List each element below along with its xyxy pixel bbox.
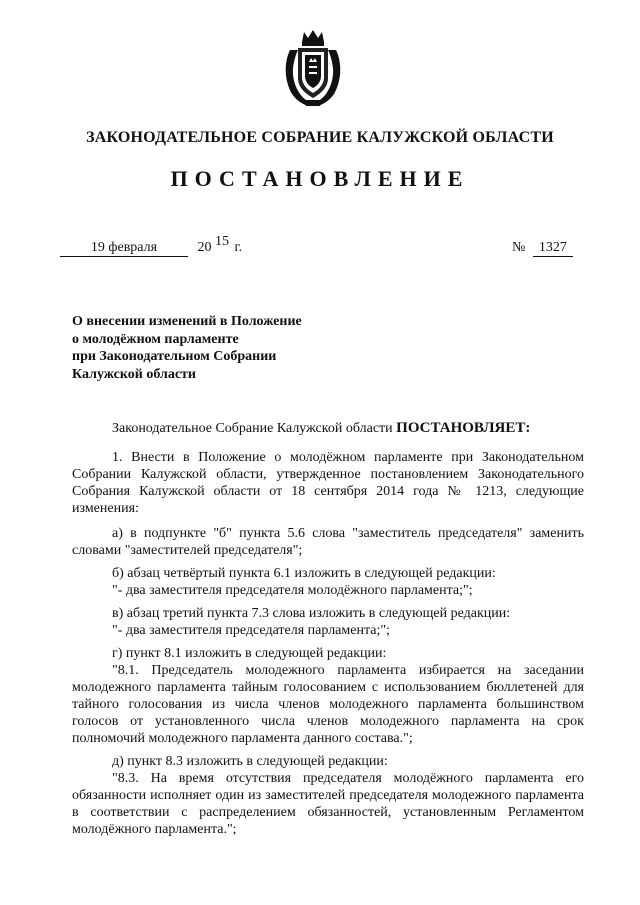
body-paragraph: д) пункт 8.3 изложить в следующей редакции: <box>112 754 388 769</box>
date-day-month: 19 февраля <box>60 240 188 257</box>
document-number <box>512 240 573 257</box>
document-date <box>60 234 243 257</box>
document-subject <box>72 313 372 383</box>
decree-statement <box>112 420 530 437</box>
body-paragraph: "8.1. Председатель молодежного парламента избирается на заседании молодежного парламента тайным голосованием с использованием бюллетеней для тайного голосования из числа членов молодежного парламента большинством голосов от установленного числа членов молодежного парламента на срок полномочий молодежного парламента данного состава."; <box>72 663 584 746</box>
date-year-prefix: 20 <box>197 240 212 255</box>
body-paragraph: г) пункт 8.1 изложить в следующей редакции: <box>112 646 387 661</box>
document-body <box>72 449 584 838</box>
decree-verb: ПОСТАНОВЛЯЕТ: <box>396 420 531 436</box>
document-type-title: ПОСТАНОВЛЕНИЕ <box>170 166 470 191</box>
body-paragraph: "8.3. На время отсутствия председателя молодёжного парламента его обязанности исполняет один из заместителей председателя молодежного парламента в соответствии с распределением обязанностей, установленным Регламентом молодёжного парламента."; <box>72 771 584 837</box>
subject-line: Калужской области <box>72 366 196 382</box>
body-paragraph: "- два заместителя председателя молодёжного парламента;"; <box>112 583 473 598</box>
date-year-unit: г. <box>234 240 243 255</box>
number-label: № <box>512 240 526 255</box>
date-year-suffix: 15 <box>215 234 229 249</box>
body-paragraph: в) абзац третий пункта 7.3 слова изложить в следующей редакции: <box>112 606 511 621</box>
body-paragraph: б) абзац четвёртый пункта 6.1 изложить в следующей редакции: <box>112 566 496 581</box>
body-paragraph: "- два заместителя председателя парламента;"; <box>112 623 390 638</box>
body-paragraph: а) в подпункте "б" пункта 5.6 слова "заместитель председателя" заменить словами "заместителей председателя"; <box>72 526 584 558</box>
subject-line: О внесении изменений в Положение <box>72 314 302 329</box>
subject-line: о молодёжном парламенте <box>72 331 239 347</box>
decree-prefix: Законодательное Собрание Калужской области <box>112 421 397 436</box>
organization-title: ЗАКОНОДАТЕЛЬНОЕ СОБРАНИЕ КАЛУЖСКОЙ ОБЛАСТИ <box>86 129 554 146</box>
coat-of-arms-icon <box>282 28 344 108</box>
number-value: 1327 <box>533 240 573 257</box>
body-paragraph: 1. Внести в Положение о молодёжном парламенте при Законодательном Собрании Калужской области, утвержденное постановлением Законодательного Собрания Калужской области от 18 сентября 2014 года № 1213, следующие изменения: <box>72 450 584 516</box>
subject-line: при Законодательном Собрании <box>72 349 277 364</box>
